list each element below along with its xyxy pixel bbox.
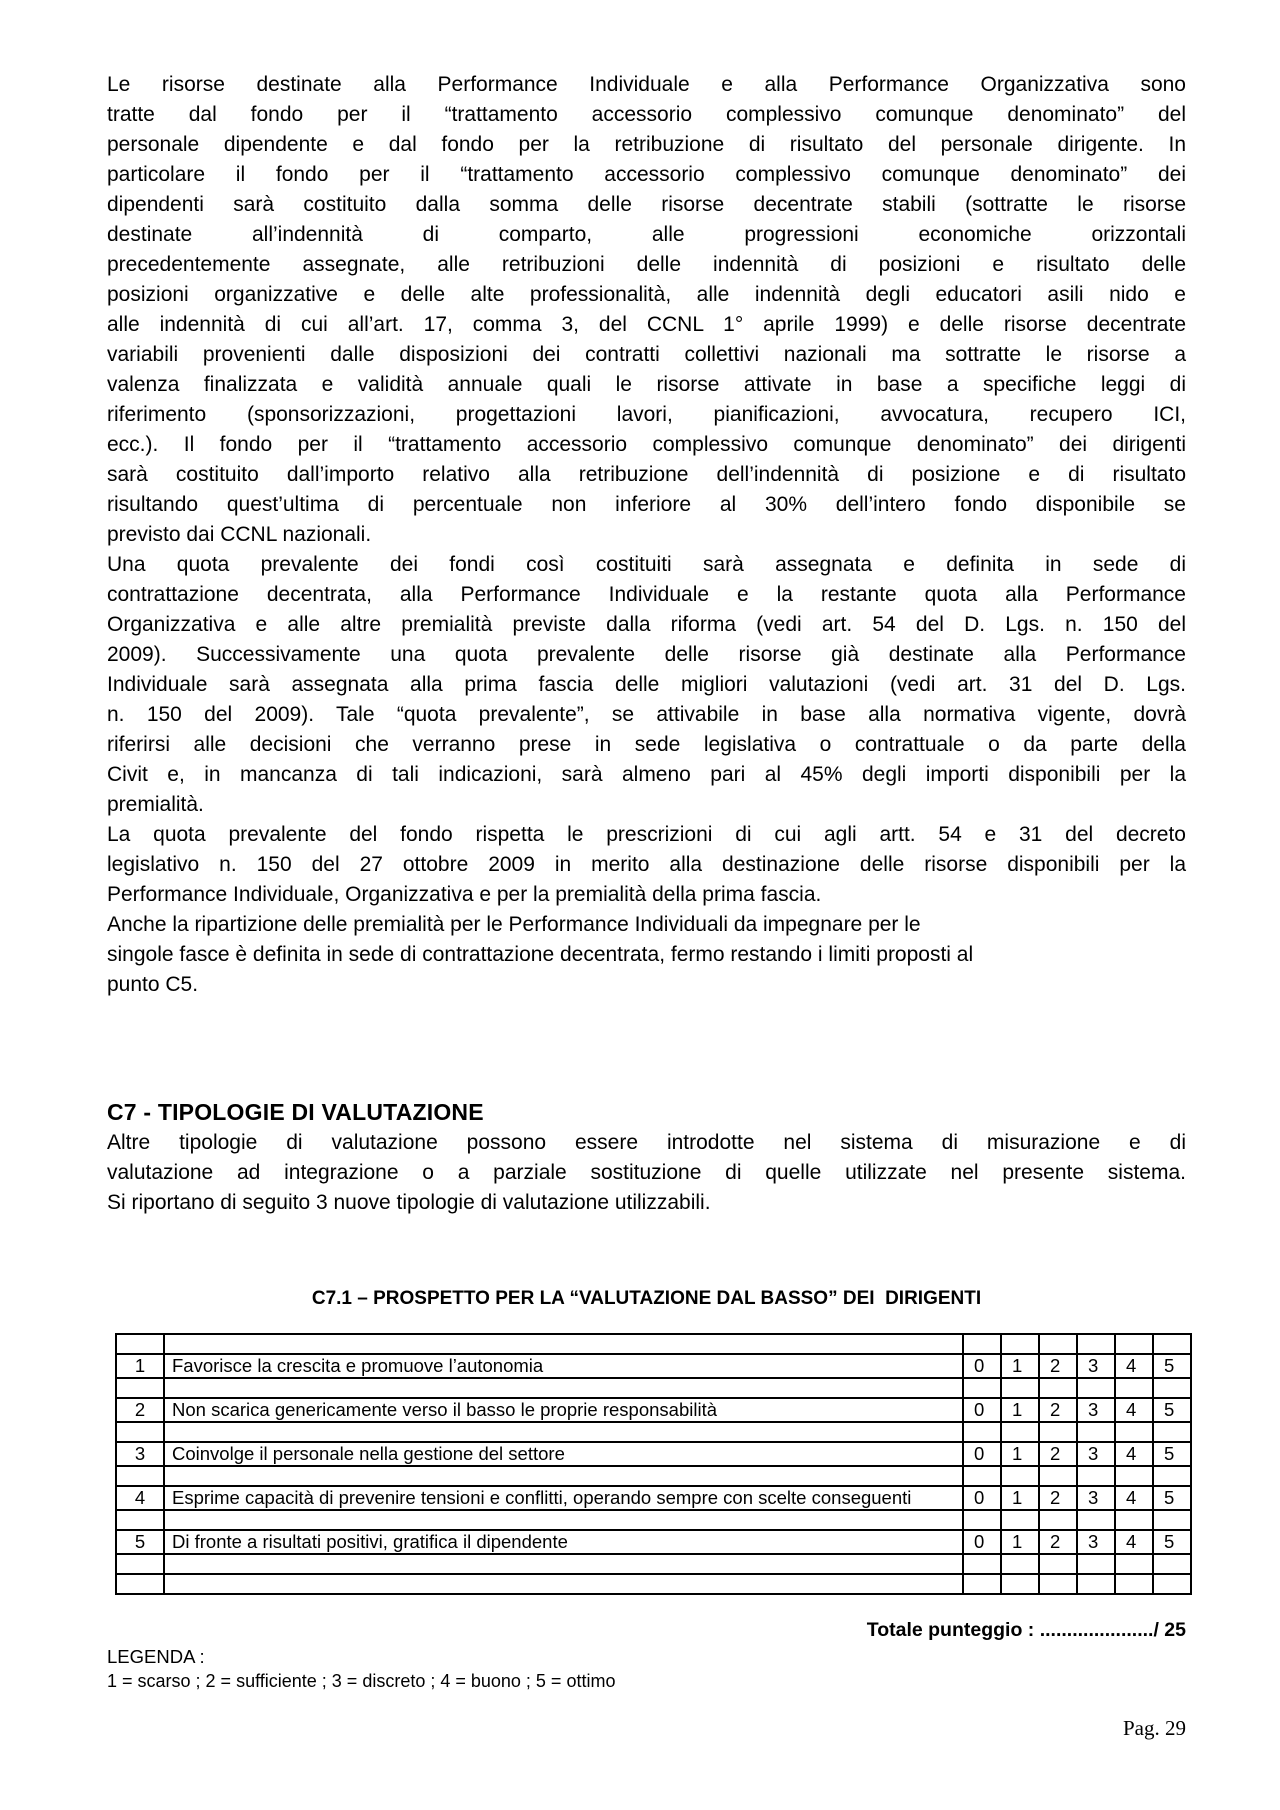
empty-cell: [1153, 1378, 1191, 1398]
rating-table-body: [116, 1334, 1191, 1594]
text-line: personale dipendente e dal fondo per la retribuzione di risultato del personale dirigente. In: [107, 133, 1186, 156]
criterion-number: 5: [116, 1530, 164, 1554]
empty-cell: [963, 1574, 1001, 1594]
section-heading: C7 - TIPOLOGIE DI VALUTAZIONE: [107, 1099, 484, 1125]
empty-cell: [1039, 1510, 1077, 1530]
table-spacer-row: [116, 1334, 1191, 1354]
table-spacer-row: [116, 1574, 1191, 1594]
empty-cell: [1001, 1378, 1039, 1398]
text-line: Si riportano di seguito 3 nuove tipologie di valutazione utilizzabili.: [107, 1191, 711, 1214]
empty-cell: [963, 1378, 1001, 1398]
score-cell: 0: [963, 1486, 1001, 1510]
table-spacer-row: [116, 1554, 1191, 1574]
score-cell: 5: [1153, 1398, 1191, 1422]
score-cell: 5: [1153, 1486, 1191, 1510]
empty-cell: [164, 1334, 963, 1354]
empty-cell: [1115, 1422, 1153, 1442]
text-line: contrattazione decentrata, alla Performance Individuale e la restante quota alla Performance: [107, 583, 1186, 606]
score-cell: 4: [1115, 1354, 1153, 1378]
empty-cell: [1001, 1510, 1039, 1530]
empty-cell: [1077, 1378, 1115, 1398]
text-line: Civit e, in mancanza di tali indicazioni, sarà almeno pari al 45% degli importi disponibili per la: [107, 763, 1186, 786]
text-line: premialità.: [107, 793, 204, 816]
empty-cell: [1115, 1378, 1153, 1398]
score-cell: 3: [1077, 1486, 1115, 1510]
score-cell: 1: [1001, 1354, 1039, 1378]
score-cell: 1: [1001, 1398, 1039, 1422]
text-line: Anche la ripartizione delle premialità per le Performance Individuali da impegnare per le: [107, 913, 921, 936]
empty-cell: [1077, 1334, 1115, 1354]
paragraph: [107, 820, 1186, 910]
text-line: precedentemente assegnate, alle retribuzioni delle indennità di posizioni e risultato delle: [107, 253, 1186, 276]
score-cell: 2: [1039, 1486, 1077, 1510]
score-cell: 4: [1115, 1530, 1153, 1554]
text-line: dipendenti sarà costituito dalla somma delle risorse decentrate stabili (sottratte le risorse: [107, 193, 1186, 216]
empty-cell: [963, 1334, 1001, 1354]
empty-cell: [1077, 1510, 1115, 1530]
legend-scale: 1 = scarso ; 2 = sufficiente ; 3 = discreto ; 4 = buono ; 5 = ottimo: [107, 1671, 616, 1691]
empty-cell: [164, 1378, 963, 1398]
text-line: previsto dai CCNL nazionali.: [107, 523, 372, 546]
text-line: Altre tipologie di valutazione possono essere introdotte nel sistema di misurazione e di: [107, 1131, 1186, 1154]
empty-cell: [116, 1466, 164, 1486]
score-cell: 5: [1153, 1442, 1191, 1466]
text-line: posizioni organizzative e delle alte professionalità, alle indennità degli educatori asili nido e: [107, 283, 1186, 306]
empty-cell: [116, 1422, 164, 1442]
empty-cell: [116, 1574, 164, 1594]
empty-cell: [1001, 1466, 1039, 1486]
text-line: riferirsi alle decisioni che verranno prese in sede legislativa o contrattuale o da parte della: [107, 733, 1186, 756]
rating-table: [115, 1333, 1192, 1595]
paragraph: [107, 70, 1186, 550]
empty-cell: [1039, 1334, 1077, 1354]
score-cell: 0: [963, 1398, 1001, 1422]
empty-cell: [1153, 1510, 1191, 1530]
text-line: singole fasce è definita in sede di contrattazione decentrata, fermo restando i limiti proposti al: [107, 943, 974, 966]
text-line: n. 150 del 2009). Tale “quota prevalente”, se attivabile in base alla normativa vigente, dovrà: [107, 703, 1186, 726]
score-cell: 5: [1153, 1354, 1191, 1378]
criterion-row: [116, 1442, 1191, 1466]
page-content: [107, 0, 1186, 1741]
criterion-number: 1: [116, 1354, 164, 1378]
score-cell: 3: [1077, 1530, 1115, 1554]
score-cell: 3: [1077, 1442, 1115, 1466]
score-cell: 0: [963, 1354, 1001, 1378]
score-cell: 2: [1039, 1442, 1077, 1466]
empty-cell: [164, 1422, 963, 1442]
text-line: tratte dal fondo per il “trattamento accessorio complessivo comunque denominato” del: [107, 103, 1186, 126]
text-line: 2009). Successivamente una quota prevalente delle risorse già destinate alla Performance: [107, 643, 1186, 666]
empty-cell: [1077, 1422, 1115, 1442]
empty-cell: [1039, 1422, 1077, 1442]
empty-cell: [1077, 1554, 1115, 1574]
text-line: Una quota prevalente dei fondi così costituiti sarà assegnata e definita in sede di: [107, 553, 1186, 576]
empty-cell: [1001, 1554, 1039, 1574]
empty-cell: [1001, 1422, 1039, 1442]
empty-cell: [963, 1554, 1001, 1574]
section-paragraph: [107, 1128, 1186, 1218]
empty-cell: [1153, 1554, 1191, 1574]
text-line: risultando quest’ultima di percentuale non inferiore al 30% dell’intero fondo disponibile se: [107, 493, 1186, 516]
score-cell: 3: [1077, 1354, 1115, 1378]
empty-cell: [1039, 1554, 1077, 1574]
text-line: punto C5.: [107, 973, 199, 996]
empty-cell: [1039, 1574, 1077, 1594]
table-spacer-row: [116, 1466, 1191, 1486]
criterion-number: 3: [116, 1442, 164, 1466]
text-line: sarà costituito dall’importo relativo alla retribuzione dell’indennità di posizione e di risultato: [107, 463, 1186, 486]
empty-cell: [1153, 1422, 1191, 1442]
text-line: destinate all’indennità di comparto, alle progressioni economiche orizzontali: [107, 223, 1186, 246]
empty-cell: [1153, 1466, 1191, 1486]
empty-cell: [1115, 1466, 1153, 1486]
text-line: valutazione ad integrazione o a parziale sostituzione di quelle utilizzate nel presente sistema.: [107, 1161, 1186, 1184]
score-cell: 2: [1039, 1354, 1077, 1378]
empty-cell: [1039, 1466, 1077, 1486]
text-line: Individuale sarà assegnata alla prima fascia delle migliori valutazioni (vedi art. 31 del D. Lgs.: [107, 673, 1186, 696]
empty-cell: [1077, 1574, 1115, 1594]
empty-cell: [963, 1422, 1001, 1442]
table-title: C7.1 – PROSPETTO PER LA “VALUTAZIONE DAL BASSO” DEI DIRIGENTI: [311, 1288, 982, 1309]
paragraph: [107, 910, 1186, 1000]
empty-cell: [1077, 1466, 1115, 1486]
criterion-text: Non scarica genericamente verso il basso le proprie responsabilità: [164, 1398, 963, 1422]
empty-cell: [1039, 1378, 1077, 1398]
empty-cell: [1115, 1334, 1153, 1354]
text-line: riferimento (sponsorizzazioni, progettazioni lavori, pianificazioni, avvocatura, recupero ICI,: [107, 403, 1186, 426]
empty-cell: [1001, 1334, 1039, 1354]
text-line: Organizzativa e alle altre premialità previste dalla riforma (vedi art. 54 del D. Lgs. n. 150 del: [107, 613, 1186, 636]
empty-cell: [1115, 1554, 1153, 1574]
score-cell: 0: [963, 1442, 1001, 1466]
score-cell: 1: [1001, 1486, 1039, 1510]
text-line: La quota prevalente del fondo rispetta le prescrizioni di cui agli artt. 54 e 31 del decreto: [107, 823, 1186, 846]
criterion-number: 2: [116, 1398, 164, 1422]
empty-cell: [164, 1466, 963, 1486]
empty-cell: [116, 1510, 164, 1530]
page-number: Pag. 29: [1123, 1716, 1186, 1740]
text-line: variabili provenienti dalle disposizioni dei contratti collettivi nazionali ma sottratte le risorse a: [107, 343, 1186, 366]
text-line: valenza finalizzata e validità annuale quali le risorse attivate in base a specifiche leggi di: [107, 373, 1186, 396]
empty-cell: [164, 1554, 963, 1574]
score-cell: 4: [1115, 1398, 1153, 1422]
body-text: [107, 70, 1186, 1000]
empty-cell: [116, 1554, 164, 1574]
criterion-text: Di fronte a risultati positivi, gratifica il dipendente: [164, 1530, 963, 1554]
criterion-text: Coinvolge il personale nella gestione del settore: [164, 1442, 963, 1466]
empty-cell: [963, 1510, 1001, 1530]
criterion-number: 4: [116, 1486, 164, 1510]
score-cell: 1: [1001, 1530, 1039, 1554]
legend-title: LEGENDA :: [107, 1646, 205, 1667]
text-line: alle indennità di cui all’art. 17, comma 3, del CCNL 1° aprile 1999) e delle risorse decentrate: [107, 313, 1186, 336]
score-cell: 4: [1115, 1486, 1153, 1510]
empty-cell: [164, 1510, 963, 1530]
score-cell: 1: [1001, 1442, 1039, 1466]
empty-cell: [1115, 1574, 1153, 1594]
total-score-label: Totale punteggio : ...................../ 25: [866, 1619, 1186, 1641]
criterion-row: [116, 1530, 1191, 1554]
empty-cell: [1153, 1574, 1191, 1594]
score-cell: 2: [1039, 1398, 1077, 1422]
criterion-row: [116, 1354, 1191, 1378]
text-line: ecc.). Il fondo per il “trattamento accessorio complessivo comunque denominato” dei dirigenti: [107, 433, 1186, 456]
criterion-row: [116, 1486, 1191, 1510]
score-cell: 2: [1039, 1530, 1077, 1554]
score-cell: 3: [1077, 1398, 1115, 1422]
text-line: particolare il fondo per il “trattamento accessorio complessivo comunque denominato” dei: [107, 163, 1186, 186]
text-line: Performance Individuale, Organizzativa e per la premialità della prima fascia.: [107, 883, 822, 906]
empty-cell: [116, 1378, 164, 1398]
empty-cell: [1153, 1334, 1191, 1354]
table-spacer-row: [116, 1422, 1191, 1442]
criterion-row: [116, 1398, 1191, 1422]
criterion-text: Esprime capacità di prevenire tensioni e conflitti, operando sempre con scelte conseguenti: [164, 1486, 963, 1510]
score-cell: 5: [1153, 1530, 1191, 1554]
score-cell: 0: [963, 1530, 1001, 1554]
empty-cell: [164, 1574, 963, 1594]
empty-cell: [1001, 1574, 1039, 1594]
paragraph: [107, 550, 1186, 820]
text-line: Le risorse destinate alla Performance Individuale e alla Performance Organizzativa sono: [107, 73, 1186, 96]
score-cell: 4: [1115, 1442, 1153, 1466]
empty-cell: [963, 1466, 1001, 1486]
empty-cell: [116, 1334, 164, 1354]
table-spacer-row: [116, 1378, 1191, 1398]
criterion-text: Favorisce la crescita e promuove l’autonomia: [164, 1354, 963, 1378]
text-line: legislativo n. 150 del 27 ottobre 2009 in merito alla destinazione delle risorse disponibili per la: [107, 853, 1186, 876]
empty-cell: [1115, 1510, 1153, 1530]
table-spacer-row: [116, 1510, 1191, 1530]
